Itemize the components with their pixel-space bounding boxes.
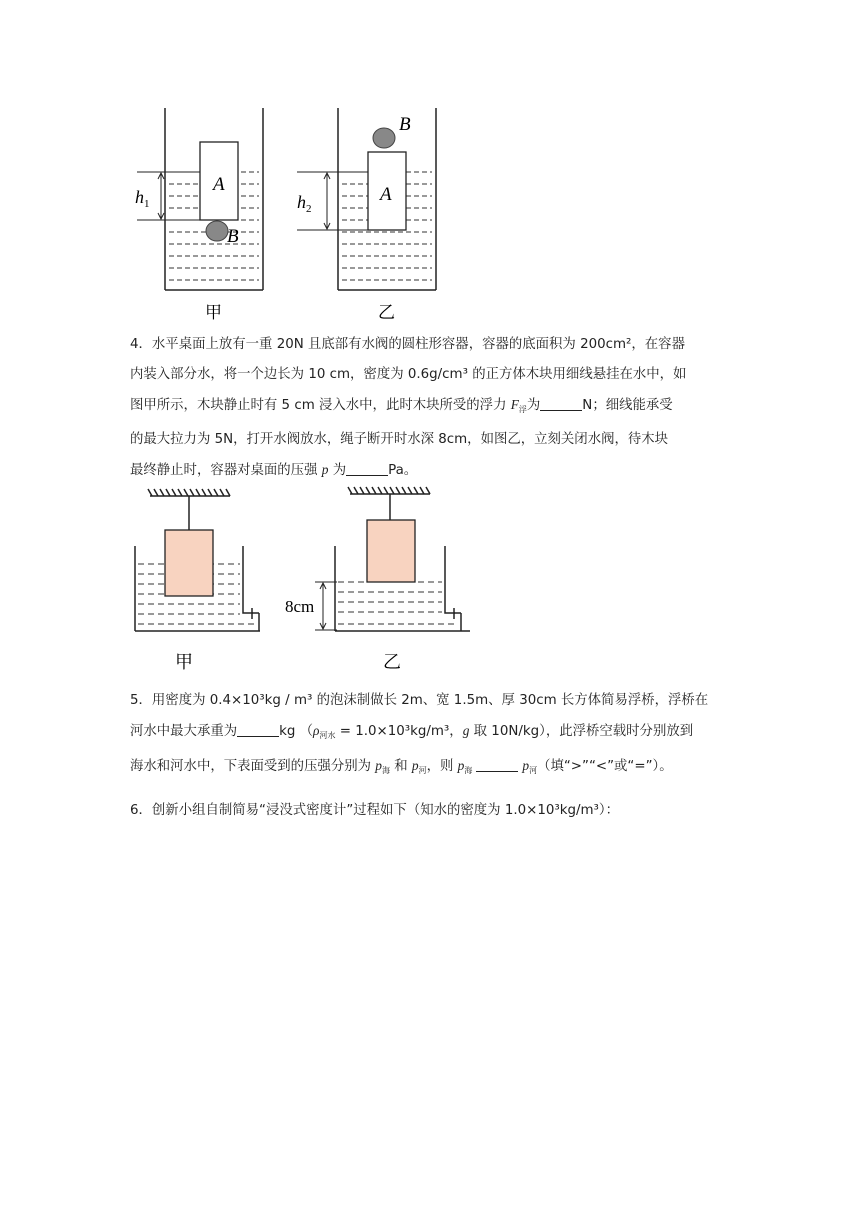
caption-yi: 乙 xyxy=(378,303,395,322)
ball-b-yi xyxy=(373,128,395,148)
wood-block-jia xyxy=(165,530,213,596)
water-yi-2 xyxy=(338,582,458,624)
caption-yi-2: 乙 xyxy=(383,652,401,672)
h2-dimension xyxy=(297,172,368,230)
rho-symbol: $\rho_{河水}$ xyxy=(313,723,336,740)
question-4 xyxy=(130,330,730,486)
answer-blank-compare[interactable] xyxy=(476,755,518,772)
g-symbol: g xyxy=(462,723,470,738)
block-a-label-jia: A xyxy=(213,174,225,195)
pressure-symbol: p xyxy=(321,462,329,477)
q4-line2: 内装入部分水，将一个边长为 10 cm，密度为 0.6g/cm³ 的正方体木块用细线悬挂在水中，如 xyxy=(130,367,687,382)
h2-label: $h_2$ xyxy=(297,192,312,215)
p-river-symbol: $p_河$ xyxy=(411,758,427,775)
q4-line3a: 图甲所示，木块静止时有 5 cm 浸入水中，此时木块所受的浮力 xyxy=(130,398,511,413)
q5-number: 5 xyxy=(130,693,139,708)
answer-blank-max-load[interactable] xyxy=(237,720,279,737)
q5-line2d: 取 10N/kg），此浮桥空载时分别放到 xyxy=(469,724,694,739)
q4-line3c: N；细线能承受 xyxy=(582,398,673,413)
depth-dimension xyxy=(315,582,337,630)
p-sea-symbol-2: $p_海$ xyxy=(457,758,473,775)
q4-line1: ．水平桌面上放有一重 20N 且底部有水阀的圆柱形容器，容器的底面积为 200cm²，在容器 xyxy=(138,337,685,352)
q5-line3c: ，则 xyxy=(426,759,458,774)
h1-label: $h_1$ xyxy=(135,187,150,210)
ball-b-jia xyxy=(206,221,228,241)
ball-b-label-jia: B xyxy=(227,226,239,247)
block-a-label-yi: A xyxy=(380,184,392,205)
wood-block-yi xyxy=(367,520,415,582)
caption-jia-2: 甲 xyxy=(175,652,193,672)
caption-jia: 甲 xyxy=(205,303,222,322)
ceiling-yi xyxy=(348,487,430,520)
q5-line3d: （填“>”“<”或“=”）。 xyxy=(537,759,673,774)
q5-line2c: = 1.0×10³kg/m³， xyxy=(335,724,463,739)
q6-number: 6 xyxy=(130,803,139,818)
question-6 xyxy=(130,796,730,826)
q5-line1: ．用密度为 0.4×10³kg / m³ 的泡沫制做长 2m、宽 1.5m、厚 30cm 长方体简易浮桥，浮桥在 xyxy=(138,693,709,708)
q4-line4: 的最大拉力为 5N，打开水阀放水，绳子断开时水深 8cm，如图乙，立刻关闭水阀，待木块 xyxy=(130,432,669,447)
answer-blank-pressure[interactable] xyxy=(346,459,388,476)
question-5 xyxy=(130,686,730,786)
q4-line5a: 最终静止时，容器对桌面的压强 xyxy=(130,463,322,478)
q6-line1: ．创新小组自制简易“浸没式密度计”过程如下（知水的密度为 1.0×10³kg/m³）： xyxy=(138,803,619,818)
p-sea-symbol: $p_海$ xyxy=(375,758,390,775)
answer-blank-buoyancy[interactable] xyxy=(540,394,582,411)
q5-line2a: 河水中最大承重为 xyxy=(130,724,238,739)
q5-line2b: kg （ xyxy=(279,724,314,739)
q5-line3b: 和 xyxy=(390,759,412,774)
figure-wood-block-valve xyxy=(125,486,475,676)
q4-number: 4 xyxy=(130,337,139,352)
ball-b-label-yi: B xyxy=(399,114,411,135)
depth-label: 8cm xyxy=(285,597,315,616)
h1-dimension xyxy=(137,172,200,220)
p-river-symbol-2: $p_河$ xyxy=(522,758,538,775)
buoyancy-symbol: $F_浮$ xyxy=(510,397,527,414)
q4-line5c: Pa。 xyxy=(388,463,418,478)
q4-line3b: 为 xyxy=(526,398,541,413)
ceiling-jia xyxy=(148,489,230,530)
figure-a-b-containers xyxy=(125,100,445,330)
q5-line3a: 海水和河水中，下表面受到的压强分别为 xyxy=(130,759,376,774)
q4-line5b: 为 xyxy=(328,463,347,478)
